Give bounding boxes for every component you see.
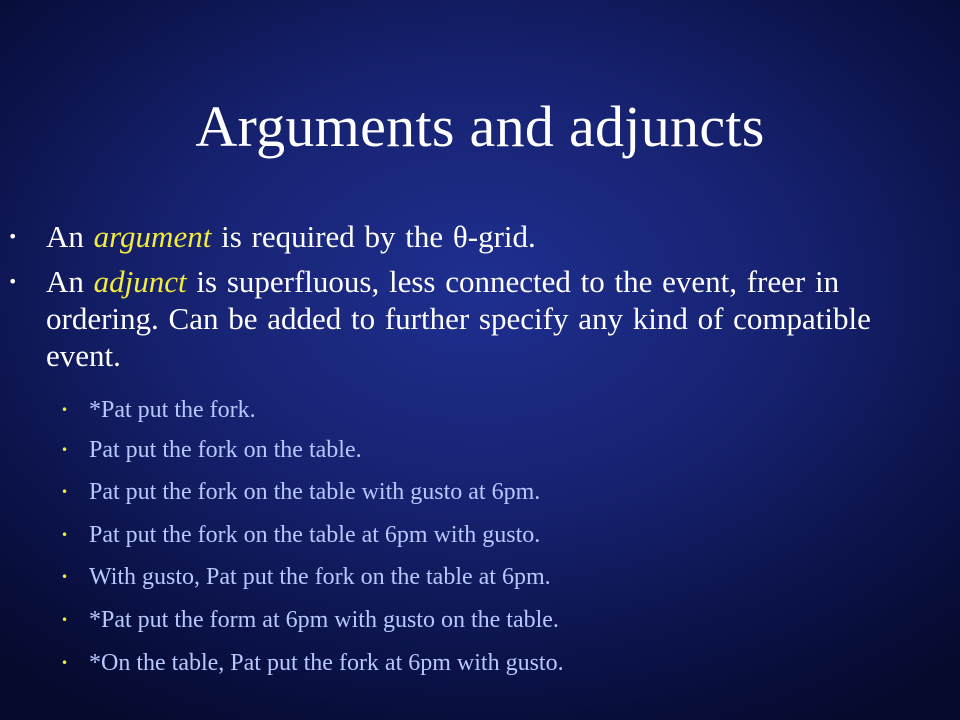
- bullet-dot-icon: •: [8, 272, 18, 291]
- bullet-text-after: is superfluous, less connected to the event, freer in ordering. Can be added to further specify any kind of compatible event.: [46, 264, 871, 373]
- sub-bullet-dot-icon: •: [61, 443, 69, 457]
- example-text: Pat put the fork on the table.: [89, 437, 362, 463]
- bullet-dot-icon: •: [8, 227, 18, 246]
- sub-bullet-dot-icon: •: [61, 656, 69, 670]
- example-item: [61, 520, 939, 550]
- example-text: *Pat put the form at 6pm with gusto on the table.: [89, 607, 559, 633]
- example-text: With gusto, Pat put the fork on the table at 6pm.: [89, 564, 551, 590]
- example-item: [61, 435, 939, 465]
- example-text: *Pat put the fork.: [89, 397, 256, 423]
- term-argument: argument: [93, 219, 212, 254]
- sub-bullet-dot-icon: •: [61, 403, 69, 417]
- example-text: Pat put the fork on the table with gusto at 6pm.: [89, 479, 541, 505]
- sub-bullet-dot-icon: •: [61, 570, 69, 584]
- bullet-text-before: An: [46, 219, 94, 254]
- bullet-adjunct: [8, 263, 944, 374]
- example-item: [61, 648, 939, 678]
- bullet-text-after: is required by the θ-grid.: [211, 219, 536, 254]
- term-adjunct: adjunct: [93, 264, 187, 299]
- example-item: [61, 562, 939, 592]
- bullet-text-before: An: [46, 264, 94, 299]
- slide-title: Arguments and adjuncts: [195, 94, 765, 159]
- example-item: [61, 477, 939, 507]
- example-text: *On the table, Pat put the fork at 6pm with gusto.: [89, 650, 564, 676]
- example-text: Pat put the fork on the table at 6pm with gusto.: [89, 522, 541, 548]
- sub-bullet-dot-icon: •: [61, 528, 69, 542]
- example-item: [61, 395, 939, 425]
- sub-bullet-dot-icon: •: [61, 485, 69, 499]
- example-item: [61, 605, 939, 635]
- sub-bullet-dot-icon: •: [61, 613, 69, 627]
- bullet-argument: [8, 218, 944, 255]
